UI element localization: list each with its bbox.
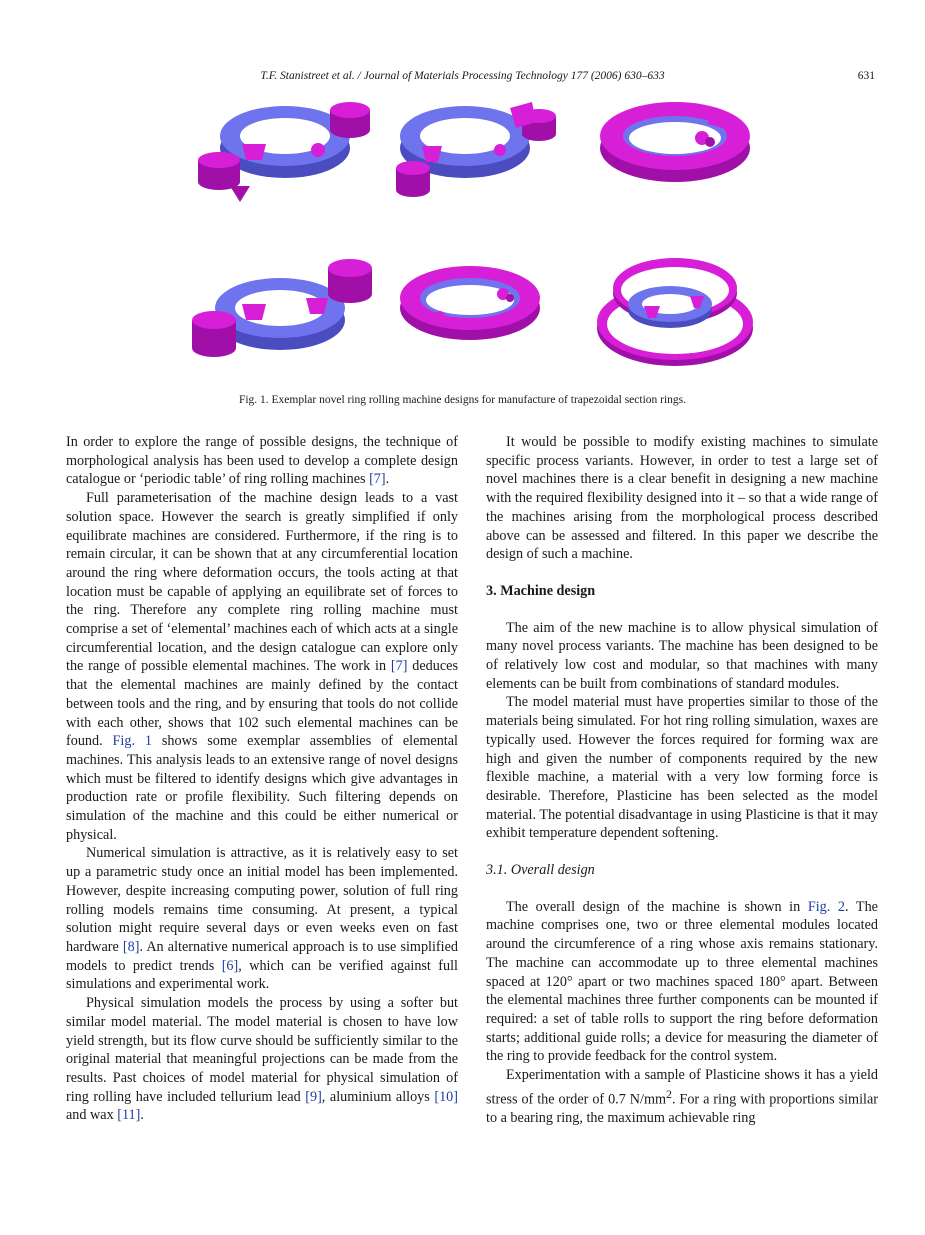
- design-4: [192, 259, 372, 357]
- citation-link[interactable]: [8]: [122, 938, 140, 955]
- paragraph: The overall design of the machine is shown in Fig. 2. The machine comprises one, two or three elemental modules located around the circumference of a ring whose axis remains stationary. The machine can accommodate up to three elemental machines spaced at 120° apart or two machines spaced 180° apart. Between the elemental machines three further components can be mounted if required: a set of table rolls to support the ring before deformation starts; additional guide rolls; a device for measuring the diameter of the ring to provide feedback for the control system.: [486, 898, 878, 1065]
- page-number: 631: [857, 70, 875, 82]
- citation-link[interactable]: [11]: [117, 1107, 141, 1124]
- figure-1-illustration: [170, 98, 760, 388]
- design-3: [600, 102, 750, 182]
- paragraph: Physical simulation models the process by using a softer but similar model material. The model material is chosen to have low yield strength, but its flow curve should be sufficiently similar to the original material that meaningful projections can be made from the results. Past choices of model material for physical simulation of ring rolling have included tellurium lead [9], aluminium alloys [10] and wax [11].: [66, 995, 458, 1124]
- subsection-heading: 3.1. Overall design: [486, 862, 595, 879]
- figure-link[interactable]: Fig. 2: [807, 898, 846, 915]
- running-title: T.F. Stanistreet et al. / Journal of Materials Processing Technology 177 (2006) 630–633: [260, 70, 665, 82]
- design-5: [400, 266, 540, 340]
- citation-link[interactable]: [7]: [390, 658, 408, 675]
- design-6: [597, 258, 753, 366]
- paragraph: The aim of the new machine is to allow physical simulation of many novel process variants. The machine has been designed to be of relatively low cost and modular, so that machines with many elements can be built from combinations of standard modules.: [486, 619, 878, 692]
- design-1: [198, 102, 370, 202]
- citation-link[interactable]: [10]: [434, 1088, 458, 1105]
- paragraph: Numerical simulation is attractive, as it is relatively easy to set up a parametric study once an initial model has been implemented. However, despite increasing computing power, solution of full ring rolling models remains time consuming. At present, a typical solution might require several days or even weeks even on fast hardware [8]. An alternative numerical approach is to use simplified models to predict trends [6], which can be verified against full simulations and experimental work.: [66, 845, 458, 993]
- page-header: [0, 70, 925, 86]
- citation-link[interactable]: [7]: [369, 471, 386, 488]
- paragraph: It would be possible to modify existing machines to simulate specific process variants. However, in order to test a large set of novel machines there is a clear benefit in designing a new machine with the required flexibility designed into it – so that a wide range of the machines arising from the morphological process described above can be assessed and filtered. In this paper we describe the design of such a machine.: [486, 434, 878, 563]
- figure-link[interactable]: Fig. 1: [112, 733, 153, 750]
- figure-caption: Fig. 1. Exemplar novel ring rolling machine designs for manufacture of trapezoidal section rings.: [238, 394, 687, 406]
- design-2: [396, 102, 556, 197]
- paragraph: In order to explore the range of possible designs, the technique of morphological analysis has been used to develop a complete design catalogue or ‘periodic table’ of ring rolling machines [7].: [66, 434, 458, 488]
- citation-link[interactable]: [9]: [305, 1088, 322, 1105]
- paragraph: Experimentation with a sample of Plasticine shows it has a yield stress of the order of 0.7 $N/mm^2$. For a ring with proportions similar to a bearing ring, the maximum achievable ring: [486, 1067, 878, 1127]
- left-column: [66, 433, 458, 1125]
- paragraph: The model material must have properties similar to those of the materials being simulated. For hot ring rolling simulation, waxes are typically used. However the forces required for forming wax are high and given the number of components required by the new flexible machine, a material with a very low forming force is desirable. Therefore, Plasticine has been selected as the model material. The potential disadvantage in using Plasticine is that it may exhibit temperature dependent softening.: [486, 694, 878, 842]
- section-heading: 3. Machine design: [486, 582, 596, 599]
- right-column: [486, 433, 878, 1128]
- paragraph: Full parameterisation of the machine design leads to a vast solution space. However the search is greatly simplified if only equilibrate machines are considered. Furthermore, if the ring is to remain circular, it can be shown that at any circumferential location around the ring where deformation occurs, the tools acting at that location must be capable of applying an equilibrate set of forces to the ring. Therefore any complete ring rolling machine must comprise a set of ‘elemental’ machines each of which acts at a single circumferential location, and the design catalogue can explore only the range of possible elemental machines. The work in [7] deduces that the elemental machines are mainly defined by the contact between tools and the ring, and by ensuring that tools do not collide with each other, shows that 102 such elemental machines can be found. Fig. 1 shows some exemplar assemblies of elemental machines. This analysis leads to an extensive range of novel designs which must be filtered to identify designs which give advantages in production rate or profile flexibility. Such filtering depends on simulation of the machine and this could be either numerical or physical.: [66, 490, 458, 843]
- citation-link[interactable]: [6]: [221, 957, 239, 974]
